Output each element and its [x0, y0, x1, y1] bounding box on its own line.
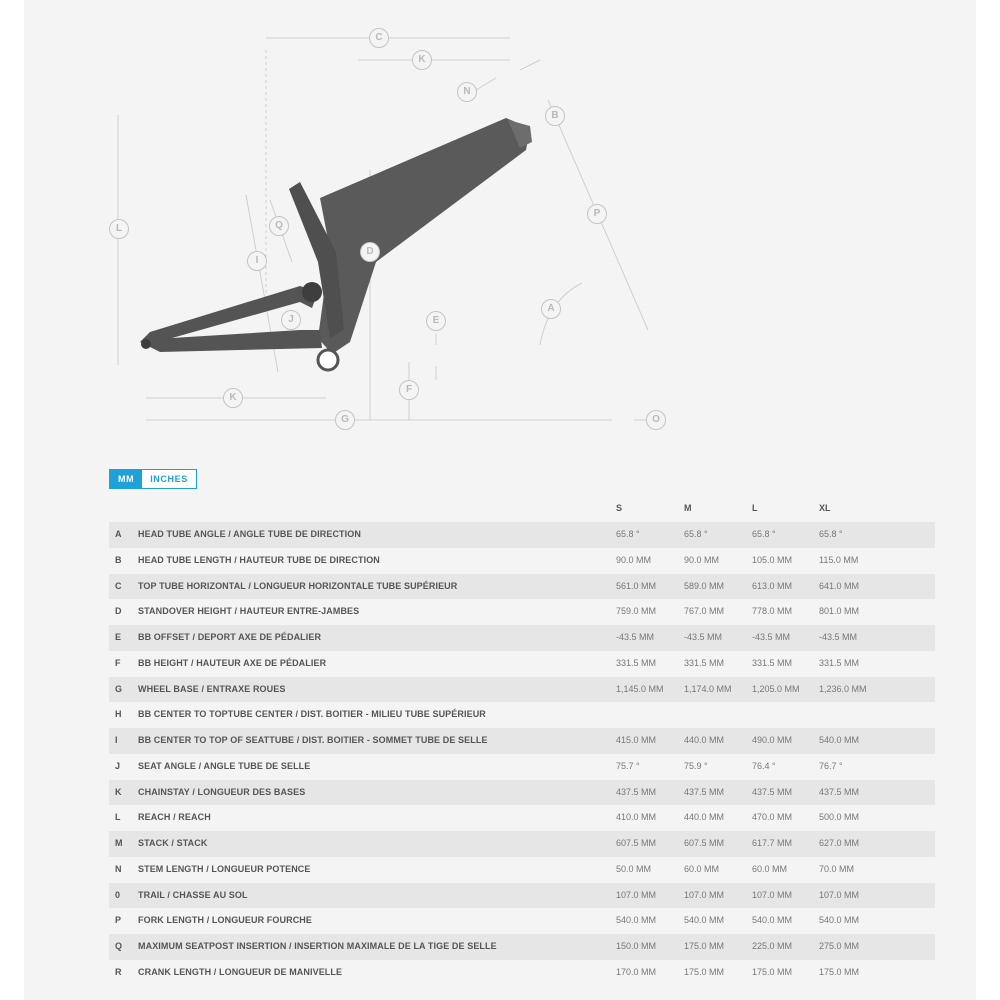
value-xl: 76.7 °	[819, 760, 843, 771]
value-l: 65.8 °	[752, 529, 776, 539]
row-code: 0	[115, 889, 121, 900]
marker-n: N	[457, 82, 477, 102]
value-l: 617.7 MM	[752, 838, 793, 848]
row-measurement-name: REACH / REACH	[138, 812, 211, 823]
value-s: -43.5 MM	[616, 632, 655, 642]
marker-q: Q	[269, 216, 289, 236]
value-xl: 175.0 MM	[819, 966, 860, 977]
row-measurement-name: HEAD TUBE LENGTH / HAUTEUR TUBE DE DIRECTION	[138, 554, 380, 565]
unit-inches-button[interactable]: INCHES	[142, 470, 196, 488]
marker-m: L	[109, 219, 129, 239]
value-xl: 641.0 MM	[819, 580, 860, 591]
column-header-m: M	[684, 503, 692, 513]
row-measurement-name: BB OFFSET / DEPORT AXE DE PÉDALIER	[138, 632, 322, 642]
value-s: 107.0 MM	[616, 889, 657, 900]
table-row	[109, 805, 935, 831]
value-m: 767.0 MM	[684, 606, 725, 617]
value-m: 331.5 MM	[684, 657, 725, 668]
table-row	[109, 908, 935, 934]
row-code: Q	[115, 941, 123, 951]
row-code: L	[115, 812, 121, 823]
row-measurement-name: BB CENTER TO TOP OF SEATTUBE / DIST. BOITIER - SOMMET TUBE DE SELLE	[138, 735, 488, 745]
value-s: 561.0 MM	[616, 580, 657, 591]
marker-d: D	[360, 242, 380, 262]
value-s: 1,145.0 MM	[616, 683, 664, 694]
marker-o: O	[646, 410, 666, 430]
value-xl: 65.8 °	[819, 529, 843, 539]
row-measurement-name: TOP TUBE HORIZONTAL / LONGUEUR HORIZONTALE TUBE SUPÉRIEUR	[138, 580, 458, 591]
marker-f: F	[399, 380, 419, 400]
value-l: 490.0 MM	[752, 735, 793, 745]
table-row	[109, 625, 935, 651]
table-row	[109, 934, 935, 960]
frame-silhouette	[140, 118, 532, 370]
table-row	[109, 728, 935, 754]
value-m: 589.0 MM	[684, 580, 725, 591]
row-code: I	[115, 735, 118, 745]
value-l: 225.0 MM	[752, 941, 793, 951]
table-row	[109, 522, 935, 548]
unit-mm-button[interactable]: MM	[110, 470, 142, 488]
value-l: 613.0 MM	[752, 580, 793, 591]
row-measurement-name: FORK LENGTH / LONGUEUR FOURCHE	[138, 915, 312, 926]
value-l: 175.0 MM	[752, 966, 793, 977]
value-l: 540.0 MM	[752, 915, 793, 926]
marker-p: P	[587, 204, 607, 224]
row-code: M	[115, 838, 123, 848]
marker-b: B	[545, 106, 565, 126]
row-measurement-name: SEAT ANGLE / ANGLE TUBE DE SELLE	[138, 760, 311, 771]
table-row	[109, 754, 935, 780]
table-row	[109, 599, 935, 625]
value-m: 437.5 MM	[684, 786, 725, 797]
value-s: 90.0 MM	[616, 554, 652, 565]
value-xl: 540.0 MM	[819, 915, 860, 926]
value-xl: 107.0 MM	[819, 889, 860, 900]
column-header-xl: XL	[819, 503, 831, 513]
row-code: J	[115, 760, 121, 771]
value-l: 76.4 °	[752, 760, 776, 771]
value-xl: 801.0 MM	[819, 606, 860, 617]
row-code: A	[115, 529, 122, 539]
row-measurement-name: BB CENTER TO TOPTUBE CENTER / DIST. BOITIER - MILIEU TUBE SUPÉRIEUR	[138, 709, 486, 720]
value-m: 75.9 °	[684, 760, 708, 771]
marker-k: K	[223, 388, 243, 408]
value-m: 107.0 MM	[684, 889, 725, 900]
value-m: 90.0 MM	[684, 554, 720, 565]
value-l: 331.5 MM	[752, 657, 793, 668]
table-row	[109, 883, 935, 909]
row-measurement-name: BB HEIGHT / HAUTEUR AXE DE PÉDALIER	[138, 657, 327, 668]
row-code: K	[115, 786, 122, 797]
row-code: N	[115, 863, 122, 874]
value-s: 331.5 MM	[616, 657, 657, 668]
row-code: B	[115, 554, 122, 565]
value-l: 105.0 MM	[752, 554, 793, 565]
row-code: F	[115, 657, 121, 668]
value-s: 65.8 °	[616, 529, 640, 539]
value-l: 470.0 MM	[752, 812, 793, 823]
value-s: 170.0 MM	[616, 966, 657, 977]
value-xl: 437.5 MM	[819, 786, 860, 797]
row-code: G	[115, 683, 123, 694]
value-s: 607.5 MM	[616, 838, 657, 848]
frame-diagram-svg	[0, 0, 1000, 450]
unit-toggle	[109, 469, 197, 489]
value-s: 415.0 MM	[616, 735, 657, 745]
row-measurement-name: TRAIL / CHASSE AU SOL	[138, 889, 248, 900]
value-xl: 115.0 MM	[819, 554, 859, 565]
marker-a: A	[541, 299, 561, 319]
marker-i: I	[247, 251, 267, 271]
value-l: 107.0 MM	[752, 889, 793, 900]
value-xl: 627.0 MM	[819, 838, 860, 848]
marker-g: G	[335, 410, 355, 430]
value-s: 437.5 MM	[616, 786, 657, 797]
value-s: 50.0 MM	[616, 863, 652, 874]
row-code: R	[115, 966, 122, 977]
value-m: 540.0 MM	[684, 915, 725, 926]
table-row	[109, 780, 935, 806]
value-m: 60.0 MM	[684, 863, 720, 874]
table-row	[109, 857, 935, 883]
value-m: 65.8 °	[684, 529, 708, 539]
column-header-l: L	[752, 503, 758, 513]
value-l: 60.0 MM	[752, 863, 788, 874]
row-code: E	[115, 632, 122, 642]
geometry-table	[109, 496, 935, 986]
frame-geometry-diagram	[0, 0, 1000, 450]
table-header	[109, 496, 935, 522]
value-m: 440.0 MM	[684, 812, 725, 823]
value-xl: 500.0 MM	[819, 812, 860, 823]
value-xl: 331.5 MM	[819, 657, 860, 668]
row-measurement-name: CRANK LENGTH / LONGUEUR DE MANIVELLE	[138, 966, 343, 977]
value-m: 175.0 MM	[684, 966, 725, 977]
row-measurement-name: WHEEL BASE / ENTRAXE ROUES	[138, 683, 286, 694]
column-header-s: S	[616, 503, 623, 513]
marker-l: K	[412, 50, 432, 70]
value-xl: 540.0 MM	[819, 735, 860, 745]
row-measurement-name: CHAINSTAY / LONGUEUR DES BASES	[138, 786, 306, 797]
table-row	[109, 702, 935, 728]
marker-c: C	[369, 28, 389, 48]
row-measurement-name: STANDOVER HEIGHT / HAUTEUR ENTRE-JAMBES	[138, 606, 360, 617]
value-s: 150.0 MM	[616, 941, 657, 951]
value-s: 410.0 MM	[616, 812, 657, 823]
value-m: 1,174.0 MM	[684, 683, 732, 694]
table-row	[109, 960, 935, 986]
table-row	[109, 574, 935, 600]
value-l: -43.5 MM	[752, 632, 791, 642]
value-xl: 1,236.0 MM	[819, 683, 867, 694]
table-row	[109, 831, 935, 857]
value-s: 75.7 °	[616, 760, 640, 771]
value-l: 1,205.0 MM	[752, 683, 800, 694]
table-row	[109, 677, 935, 703]
row-code: P	[115, 915, 122, 926]
row-code: D	[115, 606, 122, 617]
row-measurement-name: STEM LENGTH / LONGUEUR POTENCE	[138, 863, 311, 874]
value-s: 540.0 MM	[616, 915, 657, 926]
value-l: 778.0 MM	[752, 606, 793, 617]
value-m: 175.0 MM	[684, 941, 725, 951]
row-code: H	[115, 709, 122, 720]
value-m: 440.0 MM	[684, 735, 725, 745]
value-s: 759.0 MM	[616, 606, 657, 617]
value-xl: -43.5 MM	[819, 632, 858, 642]
value-xl: 70.0 MM	[819, 863, 855, 874]
row-measurement-name: MAXIMUM SEATPOST INSERTION / INSERTION MAXIMALE DE LA TIGE DE SELLE	[138, 941, 497, 951]
marker-j: J	[281, 310, 301, 330]
value-m: -43.5 MM	[684, 632, 723, 642]
row-measurement-name: STACK / STACK	[138, 838, 208, 848]
marker-e: E	[426, 311, 446, 331]
value-l: 437.5 MM	[752, 786, 793, 797]
row-measurement-name: HEAD TUBE ANGLE / ANGLE TUBE DE DIRECTION	[138, 529, 361, 539]
table-row	[109, 548, 935, 574]
table-row	[109, 651, 935, 677]
row-code: C	[115, 580, 122, 591]
value-xl: 275.0 MM	[819, 941, 860, 951]
value-m: 607.5 MM	[684, 838, 725, 848]
